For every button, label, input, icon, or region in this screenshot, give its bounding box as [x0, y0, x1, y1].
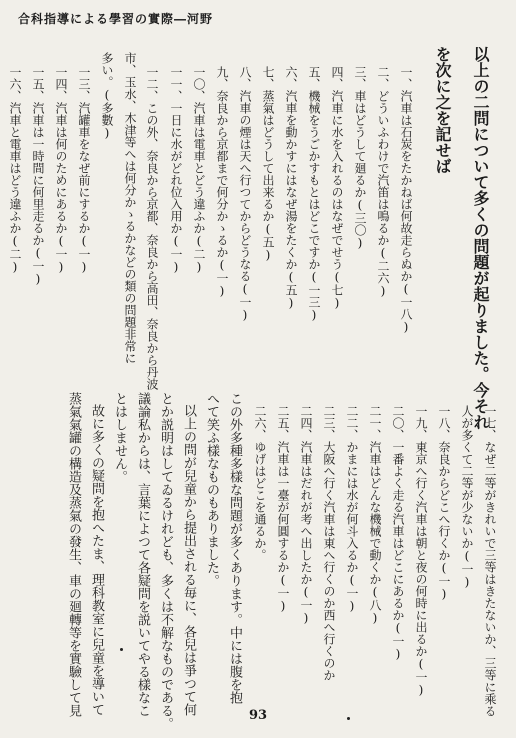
text-column: 多い。(多數): [100, 52, 114, 140]
text-column: 二五、汽車は一臺が何圓するか(一): [276, 405, 290, 613]
text-column: 故に多くの疑問を抱へたま、理科教室に兒童を導いて: [89, 404, 104, 716]
text-column: この外多種多樣な問題が多くあります。中には腹を抱: [227, 392, 242, 704]
text-column: 一、汽車は石炭をたかねば何故走らぬか(一八): [399, 66, 413, 334]
page-number: 93: [248, 708, 268, 723]
text-column: とはしません。: [112, 392, 127, 483]
text-column: 市、玉水、木津等へは何分かゝるかなどの類の問題非常に: [123, 52, 137, 364]
text-column: 七、蒸氣はどうして出来るか(五): [261, 66, 275, 262]
text-column: 二〇、一番よく走る汽車はどこにあるか(一): [391, 405, 405, 661]
text-column: へて笑ふ樣なものもありました。: [204, 392, 219, 587]
print-speck: [347, 717, 350, 720]
text-column: 一三、汽罐車をなぜ前にするか(一): [77, 66, 91, 274]
header-title: 合科指導による學習の實際―河野: [18, 12, 214, 26]
text-column: 四、汽車に水を入れるのはなぜでせう(七): [330, 66, 344, 310]
text-column: 蒸氣氣罐の構造及蒸氣の發生、車の廻轉等を實驗して見: [66, 392, 81, 717]
text-column: 二一、汽車はどんな機械で動くか(八): [368, 405, 382, 625]
text-column: とか説明はしてゐるけれども、多くは不解なものである。: [158, 392, 173, 730]
text-column: 一〇、汽車は電車とどう違ふか(二): [192, 66, 206, 274]
text-column: 一八、奈良からどこへ行くか(一): [437, 405, 451, 601]
text-column: 以上の二問について多くの問題が起りました。今それ: [471, 46, 490, 430]
text-column: 二三、大阪へ行く汽車は東へ行くのか西へ行くのか: [322, 405, 336, 681]
print-speck: [120, 648, 123, 651]
text-column: 一五、汽車は一時間に何里走るか(一): [31, 66, 45, 286]
text-column: 一七、なぜ二等がきれいで三等はきたないか、三等に乘る: [483, 405, 497, 717]
text-column: 二四、汽車はだれが考へ出したか(一): [299, 405, 313, 625]
text-column: 一九、東京へ行く汽車は朝と夜の何時に出るか(一): [414, 405, 428, 697]
text-column: 六、汽車を動かすにはなぜ湯をたくか(五): [284, 66, 298, 310]
running-header: [0, 0, 516, 30]
text-column: 議論私からは、言葉によつて各疑問を説いてやる樣なこ: [135, 392, 150, 717]
text-column: 一一、一日に水がどれ位入用か(一): [169, 66, 183, 274]
text-column: 一六、汽車と電車はどう違ふか(二): [8, 66, 22, 274]
text-column: 五、機械をうごかすもとはどこですか(一三): [307, 66, 321, 322]
text-column: を次に之を記せば: [433, 46, 452, 174]
text-column: 八、汽車の煙は天へ行つてからどうなる(一): [238, 66, 252, 322]
text-column: 三、車はどうして廻るか(三〇): [353, 66, 367, 250]
text-column: 一四、汽車は何のためにあるか(一): [54, 66, 68, 274]
text-column: 二二、かまには水が何斗入るか(一): [345, 405, 359, 613]
text-column: 以上の問が兒童から提出される毎に、各兒は爭つて何: [181, 404, 196, 716]
text-column: 一二、この外、奈良から京都、奈良から高田、奈良から丹波: [145, 66, 159, 390]
text-column: 九、奈良から京都まで何分かゝるか(一): [215, 66, 229, 298]
text-column: 人が多くて二等が少ないか(一): [460, 405, 474, 589]
text-column: 二、どういふわけで汽笛は鳴るか(二六): [376, 66, 390, 298]
text-column: 二六、ゆげはどこを通るか。: [253, 405, 267, 561]
